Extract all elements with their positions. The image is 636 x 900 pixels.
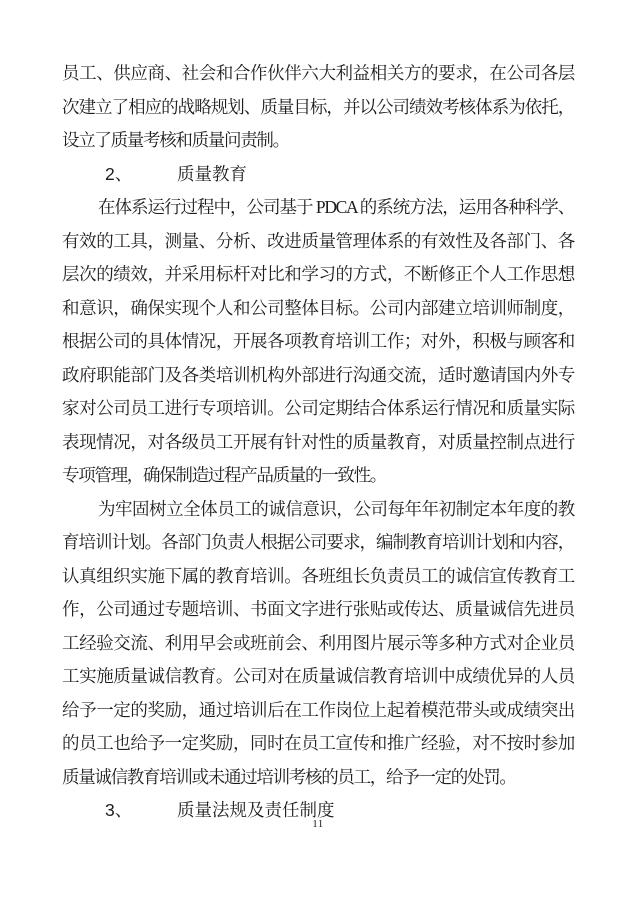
text-line: 层次的绩效，并采用标杆对比和学习的方式，不断修正个人工作思想 — [62, 264, 574, 284]
page-number: 11 — [312, 818, 324, 830]
text-line: 和意识，确保实现个人和公司整体目标。公司内部建立培训师制度， — [62, 297, 574, 318]
page-content — [62, 57, 574, 828]
text-line: 质量诚信教育培训或未通过培训考核的员工，给予一定的处罚。 — [62, 766, 516, 787]
text-line: 认真组织实施下属的教育培训。各班组长负责员工的诚信宣传教育工 — [62, 565, 574, 586]
text-line: 的员工也给予一定奖励，同时在员工宣传和推广经验，对不按时参加 — [62, 733, 574, 753]
text-line: 次建立了相应的战略规划、质量目标，并以公司绩效考核体系为依托， — [62, 96, 574, 117]
heading-title: 质量教育 — [177, 163, 247, 184]
text-line: 作，公司通过专题培训、书面文字进行张贴或传达、质量诚信先进员 — [62, 599, 574, 619]
page-footer — [0, 817, 636, 831]
text-line: 根据公司的具体情况，开展各项教育培训工作；对外，积极与顾客和 — [62, 331, 574, 351]
text-line: 育培训计划。各部门负责人根据公司要求，编制教育培训计划和内容， — [62, 532, 574, 552]
text-line: 工经验交流、利用早会或班前会、利用图片展示等多种方式对企业员 — [62, 632, 574, 653]
text-line: 在体系运行过程中，公司基于 PDCA 的系统方法，运用各种科学、 — [98, 197, 574, 217]
paragraph-integrity — [62, 493, 574, 795]
heading-title: 质量法规及责任制度 — [177, 800, 335, 820]
text-line: 专项管理，确保制造过程产品质量的一致性。 — [62, 465, 386, 485]
heading-number: 2、 — [105, 163, 133, 184]
heading-number: 3、 — [105, 800, 133, 820]
paragraph-continued — [62, 57, 574, 158]
text-line: 为牢固树立全体员工的诚信意识，公司每年年初制定本年度的教 — [98, 498, 574, 519]
text-line: 表现情况，对各级员工开展有针对性的质量教育，对质量控制点进行 — [62, 431, 574, 452]
paragraph-education — [62, 191, 574, 493]
text-line: 给予一定的奖励，通过培训后在工作岗位上起着模范带头或成绩突出 — [62, 699, 574, 720]
section-heading-quality-education — [62, 158, 574, 192]
text-line: 有效的工具，测量、分析、改进质量管理体系的有效性及各部门、各 — [62, 230, 574, 251]
text-line: 员工、供应商、社会和合作伙伴六大利益相关方的要求，在公司各层 — [62, 63, 574, 83]
text-line: 家对公司员工进行专项培训。公司定期结合体系运行情况和质量实际 — [62, 398, 574, 418]
text-line: 工实施质量诚信教育。公司对在质量诚信教育培训中成绩优异的人员 — [62, 666, 574, 686]
text-line: 设立了质量考核和质量问责制。 — [62, 130, 289, 150]
text-line: 政府职能部门及各类培训机构外部进行沟通交流，适时邀请国内外专 — [62, 364, 574, 385]
